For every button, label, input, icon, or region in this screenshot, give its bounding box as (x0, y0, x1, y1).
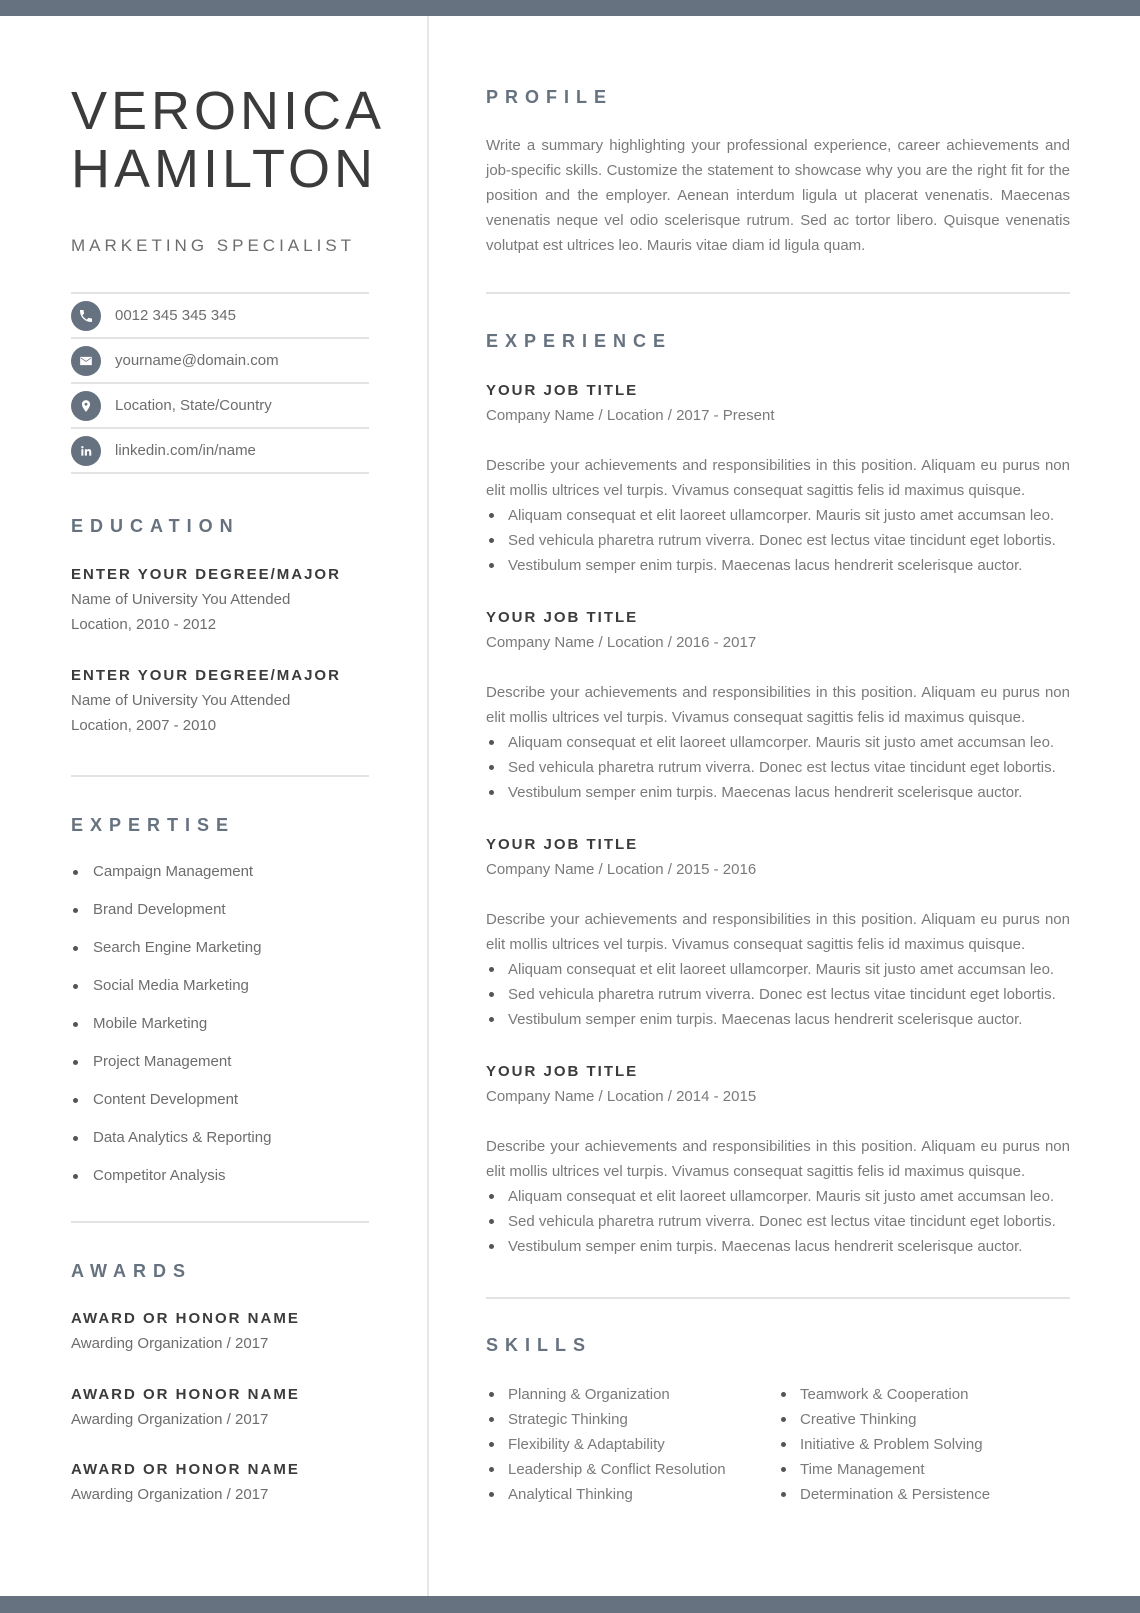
job-bullet: Aliquam consequat et elit laoreet ullamcorper. Mauris sit justo amet accumsan leo. (486, 503, 1070, 528)
job-bullet: Sed vehicula pharetra rutrum viverra. Donec est lectus vitae tincidunt eget lobortis. (486, 1209, 1070, 1234)
job-bullet: Vestibulum semper enim turpis. Maecenas lacus hendrerit scelerisque auctor. (486, 780, 1070, 805)
job-bullets (486, 503, 1070, 578)
job-title: YOUR JOB TITLE (486, 609, 639, 626)
contact-location (71, 384, 369, 429)
job-bullet: Vestibulum semper enim turpis. Maecenas lacus hendrerit scelerisque auctor. (486, 553, 1070, 578)
job-title: YOUR JOB TITLE (486, 1063, 639, 1080)
job-bullet: Aliquam consequat et elit laoreet ullamcorper. Mauris sit justo amet accumsan leo. (486, 1184, 1070, 1209)
award-org: Awarding Organization / 2017 (71, 1335, 269, 1352)
job-entry (486, 378, 1070, 578)
skill-item: Planning & Organization (486, 1382, 778, 1407)
skills-column-1 (486, 1382, 778, 1507)
job-title: YOUR JOB TITLE (486, 836, 639, 853)
contact-list (71, 292, 369, 474)
job-title: YOUR JOB TITLE (486, 382, 639, 399)
contact-email (71, 339, 369, 384)
top-accent-bar (0, 0, 1140, 16)
expertise-item: Mobile Marketing (71, 1014, 271, 1052)
phone-text: 0012 345 345 345 (115, 307, 236, 324)
first-name: VERONICA (71, 81, 386, 141)
phone-icon (71, 301, 101, 331)
job-bullet: Sed vehicula pharetra rutrum viverra. Donec est lectus vitae tincidunt eget lobortis. (486, 982, 1070, 1007)
job-bullet: Aliquam consequat et elit laoreet ullamcorper. Mauris sit justo amet accumsan leo. (486, 730, 1070, 755)
skill-item: Flexibility & Adaptability (486, 1432, 778, 1457)
contact-linkedin (71, 429, 369, 474)
skill-item: Analytical Thinking (486, 1482, 778, 1507)
education-details: Location, 2007 - 2010 (71, 717, 217, 734)
award-name: AWARD OR HONOR NAME (71, 1461, 300, 1478)
expertise-item: Brand Development (71, 900, 271, 938)
job-company: Company Name / Location / 2016 - 2017 (486, 634, 757, 651)
expertise-item: Content Development (71, 1090, 271, 1128)
email-text[interactable]: yourname@domain.com (115, 352, 279, 369)
skill-item: Creative Thinking (778, 1407, 1070, 1432)
skill-item: Initiative & Problem Solving (778, 1432, 1070, 1457)
award-item (71, 1306, 369, 1356)
expertise-item: Social Media Marketing (71, 976, 271, 1014)
job-entry (486, 605, 1070, 805)
linkedin-icon (71, 436, 101, 466)
award-name: AWARD OR HONOR NAME (71, 1310, 300, 1327)
contact-phone (71, 294, 369, 339)
job-bullet: Aliquam consequat et elit laoreet ullamcorper. Mauris sit justo amet accumsan leo. (486, 957, 1070, 982)
skill-item: Determination & Persistence (778, 1482, 1070, 1507)
education-heading: EDUCATION (71, 516, 240, 536)
job-bullet: Sed vehicula pharetra rutrum viverra. Donec est lectus vitae tincidunt eget lobortis. (486, 528, 1070, 553)
expertise-item: Campaign Management (71, 862, 271, 900)
skill-item: Time Management (778, 1457, 1070, 1482)
award-item (71, 1457, 369, 1507)
awards-heading: AWARDS (71, 1261, 193, 1281)
job-entry (486, 832, 1070, 1032)
skill-item: Strategic Thinking (486, 1407, 778, 1432)
experience-heading: EXPERIENCE (486, 331, 673, 351)
expertise-item: Data Analytics & Reporting (71, 1128, 271, 1166)
section-divider (486, 292, 1070, 294)
award-item (71, 1382, 369, 1432)
skill-item: Leadership & Conflict Resolution (486, 1457, 778, 1482)
section-divider (71, 1221, 369, 1223)
expertise-list (71, 862, 271, 1204)
map-pin-icon (71, 391, 101, 421)
job-company: Company Name / Location / 2014 - 2015 (486, 1088, 757, 1105)
job-bullet: Vestibulum semper enim turpis. Maecenas lacus hendrerit scelerisque auctor. (486, 1007, 1070, 1032)
section-divider (71, 775, 369, 777)
job-bullets (486, 730, 1070, 805)
location-text: Location, State/Country (115, 397, 272, 414)
education-details: Location, 2010 - 2012 (71, 616, 217, 633)
job-description: Describe your achievements and responsibilities in this position. Aliquam eu purus non elit mollis ultrices vel turpis. Vivamus consequat sagittis felis id maximus quisque. (486, 684, 1070, 726)
education-item (71, 663, 369, 738)
expertise-item: Search Engine Marketing (71, 938, 271, 976)
education-item (71, 562, 369, 637)
award-org: Awarding Organization / 2017 (71, 1411, 269, 1428)
profile-summary: Write a summary highlighting your professional experience, career achievements and job-specific skills. Customize the statement to showcase why you are the right fit for the position and the employer. Aenean interdum ligula ut placerat venenatis. Maecenas venenatis neque vel odio scelerisque rutrum. Sed ac tortor libero. Quisque venenatis volutpat est ultrices leo. Mauris vitae diam id ligula quam. (486, 137, 1070, 254)
degree-title: ENTER YOUR DEGREE/MAJOR (71, 667, 341, 684)
expertise-heading: EXPERTISE (71, 815, 236, 835)
job-company: Company Name / Location / 2017 - Present (486, 407, 775, 424)
award-name: AWARD OR HONOR NAME (71, 1386, 300, 1403)
skills-heading: SKILLS (486, 1335, 593, 1355)
profile-heading: PROFILE (486, 87, 614, 107)
linkedin-text[interactable]: linkedin.com/in/name (115, 442, 256, 459)
job-bullets (486, 1184, 1070, 1259)
job-bullet: Vestibulum semper enim turpis. Maecenas lacus hendrerit scelerisque auctor. (486, 1234, 1070, 1259)
job-company: Company Name / Location / 2015 - 2016 (486, 861, 757, 878)
job-entry (486, 1059, 1070, 1259)
skill-item: Teamwork & Cooperation (778, 1382, 1070, 1407)
award-org: Awarding Organization / 2017 (71, 1486, 269, 1503)
job-description: Describe your achievements and responsibilities in this position. Aliquam eu purus non elit mollis ultrices vel turpis. Vivamus consequat sagittis felis id maximus quisque. (486, 457, 1070, 499)
skills-list (486, 1382, 1070, 1507)
job-description: Describe your achievements and responsibilities in this position. Aliquam eu purus non elit mollis ultrices vel turpis. Vivamus consequat sagittis felis id maximus quisque. (486, 911, 1070, 953)
bottom-accent-bar (0, 1596, 1140, 1613)
job-bullet: Sed vehicula pharetra rutrum viverra. Donec est lectus vitae tincidunt eget lobortis. (486, 755, 1070, 780)
degree-title: ENTER YOUR DEGREE/MAJOR (71, 566, 341, 583)
skills-column-2 (778, 1382, 1070, 1507)
expertise-item: Competitor Analysis (71, 1166, 271, 1204)
university-name: Name of University You Attended (71, 692, 291, 709)
last-name: HAMILTON (71, 139, 378, 199)
university-name: Name of University You Attended (71, 591, 291, 608)
section-divider (486, 1297, 1070, 1299)
envelope-icon (71, 346, 101, 376)
candidate-name (71, 82, 385, 198)
job-role: MARKETING SPECIALIST (71, 236, 356, 255)
column-divider (427, 16, 429, 1596)
job-bullets (486, 957, 1070, 1032)
expertise-item: Project Management (71, 1052, 271, 1090)
job-description: Describe your achievements and responsibilities in this position. Aliquam eu purus non elit mollis ultrices vel turpis. Vivamus consequat sagittis felis id maximus quisque. (486, 1138, 1070, 1180)
